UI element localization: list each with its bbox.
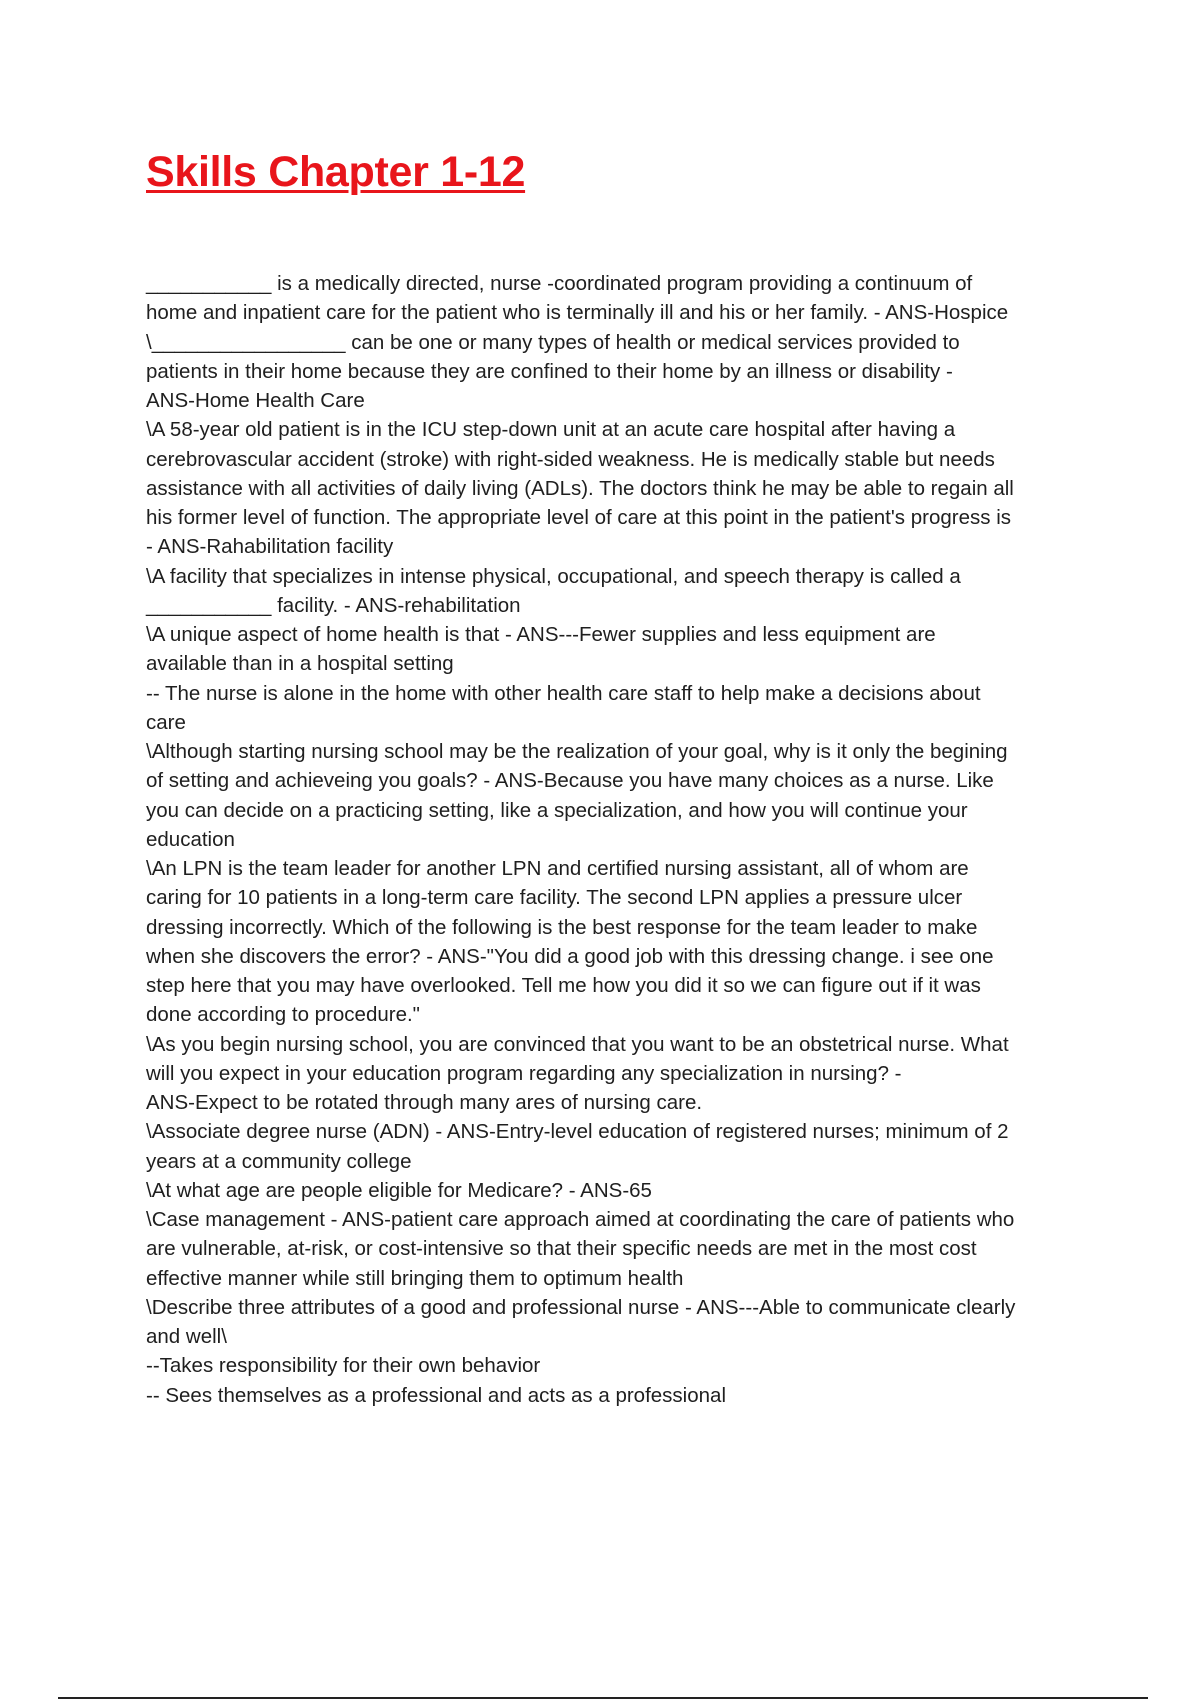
text-line: you can decide on a practicing setting, like a specialization, and how you will continue your [146,798,968,822]
text-line: done according to procedure." [146,1003,420,1027]
text-line: effective manner while still bringing them to optimum health [146,1266,684,1290]
text-line: assistance with all activities of daily living (ADLs). The doctors think he may be able to regain all [146,476,1014,500]
text-line: cerebrovascular accident (stroke) with right-sided weakness. He is medically stable but needs [146,447,995,471]
text-line: \Case management - ANS-patient care approach aimed at coordinating the care of patients who [146,1208,1015,1231]
text-line: ANS-Expect to be rotated through many ares of nursing care. [146,1091,703,1114]
text-line: \Although starting nursing school may be the realization of your goal, why is it only the begining [146,740,1008,763]
text-line: will you expect in your education program regarding any specialization in nursing? - [146,1061,902,1085]
text-line: education [146,827,235,851]
text-line: ___________ is a medically directed, nurse -coordinated program providing a continuum of [146,272,973,295]
text-line: patients in their home because they are confined to their home by an illness or disability - [146,359,953,383]
page-title: Skills Chapter 1-12 [146,148,526,196]
text-line: step here that you may have overlooked. Tell me how you did it so we can figure out if it was [146,974,981,997]
text-line: are vulnerable, at-risk, or cost-intensive so that their specific needs are met in the most cost [146,1237,977,1261]
text-line: available than in a hospital setting [146,652,454,676]
footer-divider [58,1697,1148,1699]
text-line: of setting and achieveing you goals? - ANS-Because you have many choices as a nurse. Like [146,769,994,793]
text-line: \A 58-year old patient is in the ICU step-down unit at an acute care hospital after having a [146,418,956,442]
text-line: ___________ facility. - ANS-rehabilitation [146,593,521,617]
text-line: home and inpatient care for the patient who is terminally ill and his or her family. - ANS-Hospice [146,301,1009,325]
document-body [146,269,1090,1410]
text-line: dressing incorrectly. Which of the following is the best response for the team leader to make [146,915,978,939]
text-line: \_________________ can be one or many types of health or medical services provided to [146,330,960,354]
text-line: when she discovers the error? - ANS-"You did a good job with this dressing change. i see one [146,944,994,968]
text-line: \As you begin nursing school, you are convinced that you want to be an obstetrical nurse. What [146,1032,1009,1056]
text-line: caring for 10 patients in a long-term care facility. The second LPN applies a pressure ulcer [146,886,963,910]
text-line: care [146,710,186,734]
text-line: \An LPN is the team leader for another LPN and certified nursing assistant, all of whom are [146,857,969,880]
text-line: \At what age are people eligible for Medicare? - ANS-65 [146,1178,652,1202]
text-line: ANS-Home Health Care [146,389,365,412]
text-line: \A unique aspect of home health is that - ANS---Fewer supplies and less equipment are [146,623,936,646]
text-line: - ANS-Rahabilitation facility [146,535,394,559]
text-line: \Associate degree nurse (ADN) - ANS-Entry-level education of registered nurses; minimum of 2 [146,1120,1009,1144]
text-line: his former level of function. The appropriate level of care at this point in the patient's progress is [146,506,1011,529]
text-line: -- The nurse is alone in the home with other health care staff to help make a decisions about [146,681,981,705]
text-line: -- Sees themselves as a professional and acts as a professional [146,1383,726,1407]
text-line: \A facility that specializes in intense physical, occupational, and speech therapy is called a [146,564,961,588]
text-line: and well\ [146,1325,227,1348]
text-line: years at a community college [146,1149,412,1173]
text-line: \Describe three attributes of a good and professional nurse - ANS---Able to communicate clearly [146,1295,1016,1319]
text-line: --Takes responsibility for their own behavior [146,1354,541,1378]
